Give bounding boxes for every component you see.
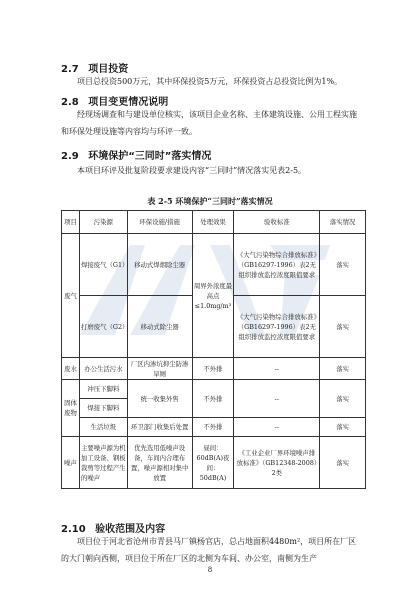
source-cell: 生活垃圾 xyxy=(79,418,127,437)
section-2-8-text: 经现场调查和与建设单位核实，该项目企业名称、主体建筑设施、公用工程实施和环保处理设施等内容均与环评一致。 xyxy=(61,110,357,136)
status-cell: 落实 xyxy=(320,296,366,358)
table-row xyxy=(62,234,366,296)
effect-cell: 周界外浓度最高点≤1.0mg/m³ xyxy=(192,234,234,358)
section-number: 2.9 xyxy=(61,151,79,162)
source-cell: 打磨废气（G2） xyxy=(79,296,127,358)
facility-cell: 移动式除尘器 xyxy=(127,296,192,358)
section-number: 2.7 xyxy=(61,64,79,75)
category-cell: 废水 xyxy=(62,358,80,380)
table-row xyxy=(62,437,366,489)
section-2-9-text: 本项目环评及批复阶段要求建设内容“三同时”情况落实见表2-5。 xyxy=(77,166,307,175)
header-source: 污染源 xyxy=(79,211,127,234)
header-effect: 处理效果 xyxy=(192,211,234,234)
section-number: 2.8 xyxy=(61,97,79,108)
status-cell: 落实 xyxy=(320,437,366,489)
three-simultaneous-table xyxy=(61,210,366,489)
effect-cell: 昼间：60dB(A)夜间：50dB(A) xyxy=(192,437,234,489)
section-number: 2.10 xyxy=(61,524,86,535)
facility-cell: 优先选用低噪声设备，车间内合理布置，噪声源相对集中放置 xyxy=(127,437,192,489)
table-caption: 表 2-5 环境保护“三同时”落实情况 xyxy=(147,196,273,206)
status-cell: 落实 xyxy=(320,234,366,296)
standard-cell: -- xyxy=(234,358,320,380)
standard-cell: 《大气污染物综合排放标准》（GB16297-1996）表2无组织排放监控浓度限值要求 xyxy=(234,296,320,358)
table-row xyxy=(62,380,366,399)
effect-cell: 不外排 xyxy=(192,380,234,418)
section-2-10-text: 项目位于河北省沧州市青县马厂镇杨官店，总占地面积4480m²，项目所在厂区的大门朝向西侧，项目位于所在厂区的北侧为车间、办公室，南侧为生产 xyxy=(61,537,357,563)
source-cell: 冲压下脚料 xyxy=(79,380,127,399)
section-title: 验收范围及内容 xyxy=(95,524,166,535)
status-cell: 落实 xyxy=(320,418,366,437)
standard-cell: -- xyxy=(234,380,320,418)
category-cell: 废气 xyxy=(62,234,80,358)
section-title: 项目投资 xyxy=(88,64,129,75)
header-facility: 环保设施/措施 xyxy=(127,211,192,234)
section-title: 环境保护“三同时”落实情况 xyxy=(88,151,212,162)
source-cell: 焊接废气（G1） xyxy=(79,234,127,296)
effect-cell: 不外排 xyxy=(192,358,234,380)
page-number: 8 xyxy=(207,566,213,574)
section-2-9-heading xyxy=(61,147,211,162)
facility-cell: 厂区内渗坑抑尘防渗旱厕 xyxy=(127,358,192,380)
section-2-7-text: 项目总投资500万元，其中环保投资5万元，环保投资占总投资比例为1%。 xyxy=(77,77,343,86)
standard-cell: 《工业企业厂界环境噪声排放标准》（GB12348-2008）2类 xyxy=(234,437,320,489)
standard-cell: 《大气污染物综合排放标准》（GB16297-1996）表2无组织排放监控浓度限值要求 xyxy=(234,234,320,296)
source-cell: 办公生活污水 xyxy=(79,358,127,380)
category-cell: 固体废物 xyxy=(62,380,80,437)
facility-cell: 移动式焊烟除尘器 xyxy=(127,234,192,296)
table-row xyxy=(62,418,366,437)
section-title: 项目变更情况说明 xyxy=(88,97,169,108)
status-cell: 落实 xyxy=(320,380,366,418)
source-cell: 主要噪声源为机加工设备、钢板裁剪等过程产生的噪声 xyxy=(79,437,127,489)
header-standard: 验收标准 xyxy=(234,211,320,234)
header-project: 项目 xyxy=(62,211,80,234)
effect-cell: 不外排 xyxy=(192,418,234,437)
status-cell: 落实 xyxy=(320,358,366,380)
header-status: 落实情况 xyxy=(320,211,366,234)
table-row xyxy=(62,358,366,380)
standard-cell: -- xyxy=(234,418,320,437)
facility-cell: 环卫部门收集后处置 xyxy=(127,418,192,437)
source-cell: 焊接下脚料 xyxy=(79,399,127,418)
category-cell: 噪声 xyxy=(62,437,80,489)
table-header-row xyxy=(62,211,366,234)
facility-cell: 统一收集外售 xyxy=(127,380,192,418)
